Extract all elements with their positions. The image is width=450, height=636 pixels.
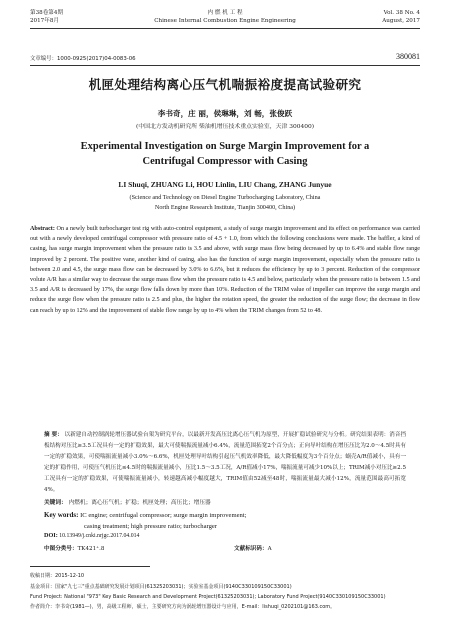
keywords-en-line1: IC engine; centrifugal compressor; surge margin improvement; [80,512,247,519]
header-volume: 第38卷第4期 [30,10,64,16]
keywords-cn-text: 内燃机；离心压气机；扩稳；机匣处理；高压比；增压器 [68,500,211,506]
affiliation-en-line1: (Science and Technology on Diesel Engine Turbocharging Laboratory, China [129,194,321,201]
clc-label: 中图分类号： [44,546,78,552]
abstract-cn-text: 以新建自动控制涡轮增压器试验台架为研究平台，以最新开发高压比离心压气机为原型，开展扩稳试验研究与分析。研究结果表明：消音挡板结构对压比≥3.5工况具有一定的扩稳效果，最大可使喘振流量减小6.4%，流量范围拓宽2个百分点；正向导叶结构在增压压比为2.0～4.5时具有一定的扩稳效果，可使喘振流量减小3.0%～6.6%，机匣处理导叶结构引起压气机效率降低，最大降低幅度为3个百分点；蜗壳A/R值减小，具有一定的扩稳作用，可使压气机压比≤4.5时的喘振流量减小，压比1.5～3.5工况，A/R值减小17%，喘振流量可减少10%以上；TRIM减小对压比≥2.5工况具有一定的扩稳效果，可使喘振流量减小，转速越高减小幅度越大，TRIM值由52减至48时，喘振流量最大减小12%，流量范围最高可拓宽4%。 [44,432,407,493]
header-journal [30,9,420,25]
article-id: 文章编号：1000-0925(2017)04-0083-06 [30,56,136,62]
title-en-line2: Centrifugal Compressor with Casing [142,155,308,167]
footnote-received: 收稿日期：2015-12-10 [30,573,85,579]
header-date-cn: 2017年8月 [30,18,59,24]
journal-name-en: Chinese Internal Combustion Engine Engineering [154,18,296,24]
abstract-en [30,224,420,316]
classification [44,544,406,554]
title-cn: 机匣处理结构离心压气机喘振裕度提高试验研究 [88,77,362,92]
abstract-en-label: Abstract: [30,226,55,232]
meta-rule [30,65,420,66]
keywords-cn [44,499,406,508]
header-volume-en: Vol. 38 No. 4 [383,10,420,16]
footnote-fund-en: Fund Project: National "973" Key Basic Research and Development Project(61325203031); Laboratory Fund Project(9140C330109150C33001) [30,594,386,600]
affiliation-en [30,193,420,213]
article-number: 380081 [396,52,420,61]
document-code [234,544,272,552]
doi-value: 10.13949/j.cnki.nrjgc.2017.04.014 [59,533,140,539]
article-meta [30,54,420,64]
title-en-line1: Experimental Investigation on Surge Margin Improvement for a [80,141,370,152]
abstract-en-text: On a newly built turbocharger test rig with auto-control equipment, a study of surge margin improvement and its effect on performance was carried out with a newly developed centrifugal compressor with pressure ratio of 4.5 + 1.0, from which the following conclusions were made. The baffler, a kind of casing, has surge margin improvement when the pressure ratio is 3.5 and above, with surge mass flow being decreased by up to 6.4% and stable flow range improved by 2 percent. The positive vane, another kind of casing, also has the function of surge margin improvement, especially when the pressure ratio is between 2.0 and 4.5, the surge mass flow can be decreased by 3.0% to 6.6%, but it reduces the efficiency by up to 3 percent. Reduction of the compressor volute A/R has a similar way to decrease the surge mass flow when the pressure ratio is 4.5 and below, particularly when the pressure ratio is between 1.5 and 3.5 and A/R is decreased by 17%, the surge flow falls down by more than 10%. Reduction of the TRIM value of impeller can improve the surge margin and reduce the surge flow when the pressure ratio is 2.5 and plus, the higher the rotation speed, the greater the reduction of the surge flow; the decrease in flow can reach by up to 12% and the improvement of stable flow range by up to 4% when the TRIM changes from 52 to 48. [30,226,420,314]
doi [44,532,139,539]
header-date-en: August, 2017 [382,18,420,24]
title-en [30,140,420,169]
affiliation-cn: (中国北方发动机研究所 柴油机增压技术重点实验室，天津 300400) [135,124,315,130]
authors-cn: 李书奇，庄 丽，侯琳琳，刘 畅，张俊跃 [157,109,293,118]
footnote-author-bio: 作者简介：李书奇(1981—)，男，高级工程师，硕士，主要研究方向为涡轮增压器设计与应用，E-mail：lishuqi_0202101@163.com。 [30,604,336,610]
clc-number [44,544,104,552]
doi-label: DOI: [44,532,58,539]
footnote-fund-cn: 基金项目：国家"九七三"重点基础研究发展计划项目(61325203031)；实验室基金项目(9140C330109150C33001) [30,584,292,590]
running-header [30,9,420,35]
journal-name-cn: 内 燃 机 工 程 [207,10,243,16]
keywords-en-label: Key words: [44,511,79,519]
affiliation-en-line2: North Engine Research Institute, Tianjin 300400, China) [154,204,296,211]
clc-value: TK421⁺.8 [77,546,105,552]
abstract-cn-label: 摘 要： [44,432,63,438]
abstract-cn [44,430,406,495]
authors-en: LI Shuqi, ZHUANG Li, HOU Linlin, LIU Chang, ZHANG Junyue [118,180,332,189]
keywords-en [44,510,406,532]
keywords-en-line2: casing treatment; high pressure ratio; turbocharger [84,522,217,530]
footnote-rule [30,566,150,567]
header-issue-en [382,9,420,25]
keywords-cn-label: 关键词： [44,500,67,506]
doc-code-label: 文献标识码： [234,546,268,552]
doc-code-value: A [267,546,272,552]
header-rule [30,28,420,29]
